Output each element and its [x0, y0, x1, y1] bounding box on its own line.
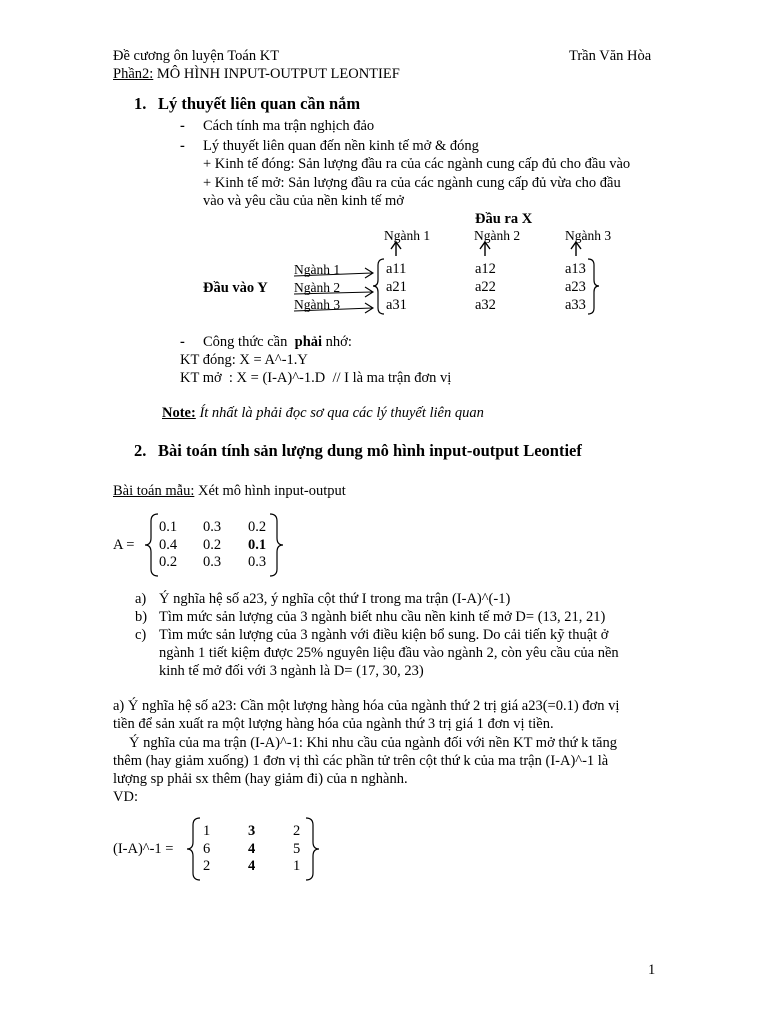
question-label: b) — [135, 609, 148, 625]
right-arrow-icon — [294, 303, 373, 313]
sample-problem — [113, 484, 346, 499]
part-title: MÔ HÌNH INPUT-OUTPUT LEONTIEF — [156, 66, 400, 82]
note-label: Note: — [162, 405, 196, 421]
col-header-2: Ngành 2 — [474, 228, 521, 243]
right-brace-icon — [306, 818, 319, 880]
question-label: a) — [135, 591, 147, 607]
matrixA-cell: 0.2 — [203, 537, 222, 553]
matrixA-cell: 0.3 — [203, 519, 222, 535]
inverse-label: (I-A)^-1 = — [113, 841, 174, 857]
question-text: ngành 1 tiết kiệm được 25% nguyên liệu đầu vào ngành 2, còn yêu cầu của nền — [159, 645, 619, 661]
matrixA-cell: 0.1 — [159, 519, 178, 535]
cell-a11: a11 — [386, 261, 407, 277]
question-text: Tìm mức sản lượng của 3 ngành với điều kiện bổ sung. Do cải tiến kỹ thuật ở — [159, 627, 609, 643]
closed-economy-text: + Kinh tế đóng: Sản lượng đầu ra của các ngành cung cấp đủ cho đầu vào — [203, 156, 631, 172]
answer-line: Ý nghĩa của ma trận (I-A)^-1: Khi nhu cầu của ngành đối với nền KT mở thứ k tăng — [129, 735, 617, 751]
bullet-inverse-matrix: Cách tính ma trận nghịch đảo — [203, 118, 375, 134]
page-number: 1 — [648, 962, 656, 978]
col-header-3: Ngành 3 — [565, 228, 612, 243]
part-label: Phần2: — [113, 66, 154, 82]
answer-line: lượng sp phải sx thêm (hay giảm đi) của n nghành. — [113, 771, 408, 787]
formula-bold: phải — [294, 334, 323, 350]
formula-closed: KT đóng: X = A^-1.Y — [180, 352, 308, 368]
formula-open: KT mở : X = (I-A)^-1.D // I là ma trận đơn vị — [180, 370, 452, 386]
matrixA-cell-highlight: 0.1 — [248, 537, 267, 553]
right-brace-icon — [270, 514, 283, 576]
output-label: Đầu ra X — [475, 211, 533, 227]
inverse-cell: 1 — [293, 858, 301, 874]
inverse-cell: 3 — [248, 823, 256, 839]
right-brace-icon — [588, 259, 599, 314]
cell-a12: a12 — [475, 261, 496, 277]
up-arrow-icon — [480, 242, 490, 256]
bullet-dash: - — [180, 118, 185, 134]
right-arrow-icon — [294, 268, 373, 278]
cell-a21: a21 — [386, 279, 407, 295]
left-brace-icon — [373, 259, 384, 314]
inverse-cell: 1 — [203, 823, 211, 839]
answer-line: tiền để sản xuất ra một lượng hàng hóa của ngành thứ 3 trị giá 1 đơn vị tiền. — [113, 716, 554, 732]
cell-a32: a32 — [475, 297, 496, 313]
note — [162, 406, 484, 421]
inverse-cell: 4 — [248, 858, 256, 874]
matrixA-cell: 0.2 — [248, 519, 267, 535]
matrixA-label: A = — [113, 537, 135, 553]
cell-a23: a23 — [565, 279, 586, 295]
cell-a13: a13 — [565, 261, 586, 277]
formula-intro — [203, 335, 352, 350]
header-right: Trần Văn Hòa — [569, 48, 652, 64]
sample-label: Bài toán mẫu: — [113, 483, 195, 499]
inverse-cell: 2 — [293, 823, 301, 839]
cell-a22: a22 — [475, 279, 496, 295]
inverse-cell: 5 — [293, 841, 301, 857]
row-header-2: Ngành 2 — [294, 280, 341, 295]
question-text: kinh tế mở đối với 3 ngành là D= (17, 30, 23) — [159, 663, 424, 679]
bullet-economy-theory: Lý thuyết liên quan đến nền kinh tế mở & đóng — [203, 138, 479, 154]
matrixA-cell: 0.2 — [159, 554, 178, 570]
header-left: Đề cương ôn luyện Toán KT — [113, 48, 280, 64]
bullet-dash: - — [180, 138, 185, 154]
open-economy-text-2: vào và yêu cầu của nền kinh tế mở — [203, 193, 404, 209]
formula-suffix: nhớ: — [325, 334, 352, 350]
col-header-1: Ngành 1 — [384, 228, 431, 243]
answer-line: thêm (hay giảm xuống) 1 đơn vị thì các phần tử trên cột thứ k của ma trận (I-A)^-1 là — [113, 753, 609, 769]
question-text: Tìm mức sản lượng của 3 ngành biết nhu cầu nền kinh tế mở D= (13, 21, 21) — [159, 609, 606, 625]
formula-prefix: Công thức cần — [203, 334, 288, 350]
inverse-cell: 2 — [203, 858, 211, 874]
section1-number: 1. — [134, 94, 147, 113]
left-brace-icon — [145, 514, 158, 576]
note-text: Ít nhất là phải đọc sơ qua các lý thuyết liên quan — [199, 405, 484, 421]
cell-a31: a31 — [386, 297, 407, 313]
matrixA-cell: 0.4 — [159, 537, 178, 553]
row-header-3: Ngành 3 — [294, 297, 341, 312]
up-arrow-icon — [571, 242, 581, 256]
section2-title: Bài toán tính sản lượng dung mô hình input-output Leontief — [158, 441, 582, 460]
matrixA-cell: 0.3 — [248, 554, 267, 570]
inverse-cell: 6 — [203, 841, 211, 857]
answer-line: a) Ý nghĩa hệ số a23: Cần một lượng hàng hóa của ngành thứ 2 trị giá a23(=0.1) đơn vị — [113, 698, 620, 714]
open-economy-text-1: + Kinh tế mở: Sản lượng đầu ra của các ngành cung cấp đủ vừa cho đầu — [203, 175, 621, 191]
section1-title: Lý thuyết liên quan cần nắm — [158, 94, 361, 113]
answer-line: VD: — [113, 789, 138, 805]
bullet-dash: - — [180, 334, 185, 350]
sample-text: Xét mô hình input-output — [197, 483, 346, 499]
row-header-1: Ngành 1 — [294, 262, 341, 277]
matrixA-cell: 0.3 — [203, 554, 222, 570]
section2-number: 2. — [134, 441, 147, 460]
question-label: c) — [135, 627, 147, 643]
inverse-cell: 4 — [248, 841, 256, 857]
right-arrow-icon — [294, 287, 373, 297]
input-label: Đầu vào Y — [203, 280, 268, 296]
question-text: Ý nghĩa hệ số a23, ý nghĩa cột thứ I trong ma trận (I-A)^(-1) — [159, 591, 511, 607]
cell-a33: a33 — [565, 297, 586, 313]
left-brace-icon — [187, 818, 200, 880]
up-arrow-icon — [391, 242, 401, 256]
